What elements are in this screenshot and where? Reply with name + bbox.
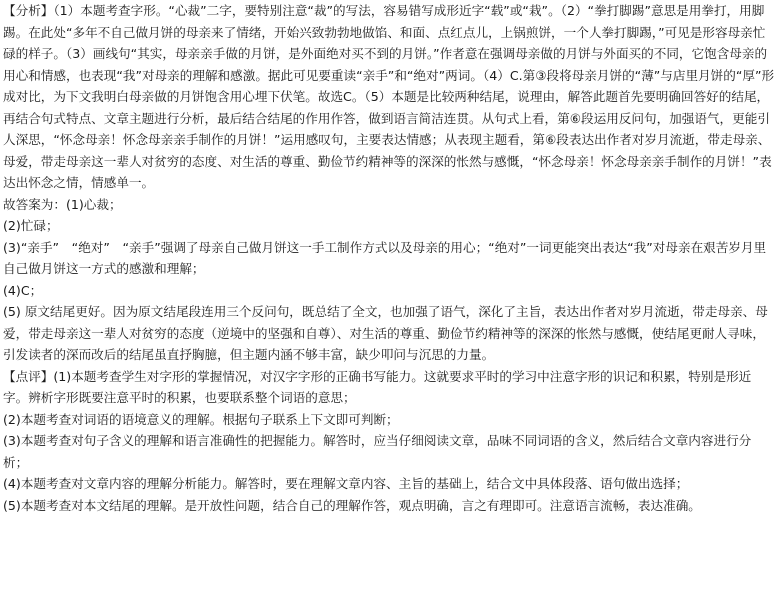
analysis-paragraph: [3, 0, 775, 194]
comment-item-2: (2)本题考查对词语的语境意义的理解。根据句子联系上下文即可判断；: [3, 411, 399, 427]
answer-item-2: (2)忙碌；: [3, 218, 59, 233]
analysis-text: （1）本题考查字形。“心裁”二字，要特别注意“裁”的写法，容易错写成形近字“载”或“栽”。（2）“拳打脚踢”意思是用拳打，用脚踢。在此处“多年不自己做月饼的母亲来了情绪，开始兴致勃勃地做馅、和面、点红点儿，上锅煎饼，一个人拳打脚踢，”可见是形容母亲忙碌的样子。（3）画线句“其实，母亲亲手做的月饼，是外面绝对买不到的月饼。”作者意在强调母亲做的月饼与外面买的不同，它饱含母亲的用心和情感，也表现“我”对母亲的理解和感激。据此可见要重读“亲手”和“绝对”两词。（4）C.第③段将母亲月饼的“薄”与店里月饼的“厚”形成对比，为下文我明白母亲做的月饼饱含用心埋下伏笔。故选C。（5）本题是比较两种结尾，说理由，解答此题首先要明确回答好的结尾，再结合句式特点、文章主题进行分析，最后结合结尾的作用作答，做到语言简洁连贯。从句式上看，第⑥段运用反问句，加强语气，更能引人深思，“怀念母亲！怀念母亲亲手制作的月饼！”运用感叹句，主要表达情感；从表现主题看，第⑥段表达出作者对岁月流逝，带走母亲、母爱，带走母亲这一辈人对贫穷的态度、对生活的尊重、勤俭节约精神等的深深的怅然与感慨，“怀念母亲！怀念母亲亲手制作的月饼！”表达出怀念之情，情感单一。: [3, 3, 775, 190]
comment-paragraph: [3, 366, 775, 409]
answer-intro: 故答案为：(1)心裁；: [3, 196, 122, 212]
comment-intro: (1)本题考查学生对字形的掌握情况，对汉字字形的正确书写能力。这就要求平时的学习中注意字形的识记和积累，特别是形近字。辨析字形既要注意平时的积累，也要联系整个词语的意思；: [3, 368, 752, 405]
comment-item-4: (4)本题考查对文章内容的理解分析能力。解答时，要在理解文章内容、主旨的基础上，结合文中具体段落、语句做出选择；: [3, 476, 689, 491]
answer-item-4: (4)C；: [3, 282, 43, 298]
comment-item-3: (3)本题考查对句子含义的理解和语言准确性的把握能力。解答时，应当仔细阅读文章，品味不同词语的含义，然后结合文章内容进行分析；: [3, 433, 752, 470]
comment-item-5: (5)本题考查对本文结尾的理解。是开放性问题，结合自己的理解作答，观点明确，言之有理即可。注意语言流畅，表达准确。: [3, 497, 701, 513]
comment-label: 【点评】: [3, 368, 54, 384]
answer-item-3: (3)“亲手” “绝对” “亲手”强调了母亲自己做月饼这一手工制作方式以及母亲的用心；“绝对”一词更能突出表达“我”对母亲在艰苦岁月里自己做月饼这一方式的感激和理解；: [3, 239, 767, 276]
analysis-label: 【分析】: [3, 3, 54, 18]
answer-item-5: (5) 原文结尾更好。因为原文结尾段连用三个反问句，既总结了全文，也加强了语气，深化了主旨，表达出作者对岁月流逝，带走母亲、母爱，带走母亲这一辈人对贫穷的态度（逆境中的坚强和自尊）、对生活的尊重、勤俭节约精神等的深深的怅然与感慨，使结尾更耐人寻味，引发读者的深而改后的结尾虽直抒胸臆，但主题内涵不够丰富，缺少叩问与沉思的力量。: [3, 304, 768, 362]
